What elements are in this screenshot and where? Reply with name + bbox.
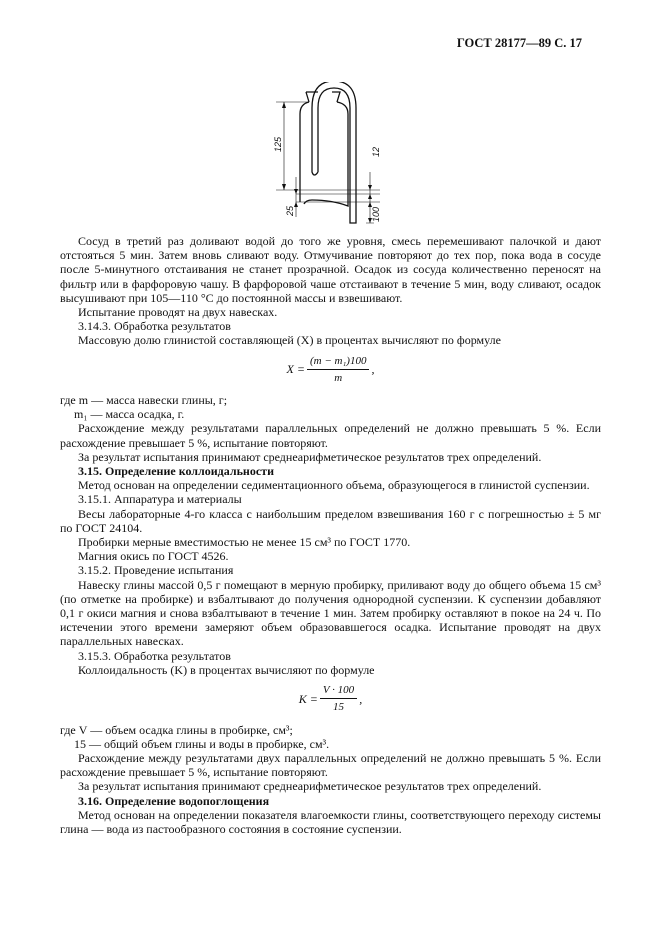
where-line: где V — объем осадка глины в пробирке, см³; <box>60 722 293 737</box>
formula-comma: , <box>359 691 363 706</box>
numerator: (m − m₁)100 <box>307 354 369 370</box>
paragraph: Метод основан на определении показателя влагоемкости глины, соответствующего переходу системы глина — вода из пастообразного состояния в состояние суспензии. <box>60 807 601 836</box>
dim-125: 125 <box>273 136 283 152</box>
fraction <box>320 683 357 714</box>
paragraph: Весы лабораторные 4-го класса с наибольшим пределом взвешивания 160 г с погрешностью ± 5 мг по ГОСТ 24104. <box>60 506 601 535</box>
paragraph: За результат испытания принимают среднеарифметическое результатов трех определений. <box>78 449 542 464</box>
formula-comma: , <box>371 362 375 377</box>
paragraph: За результат испытания принимают среднеарифметическое результатов трех определений. <box>78 779 542 794</box>
section-heading: 3.15. Определение коллоидальности <box>78 464 274 479</box>
formula-x <box>60 354 601 385</box>
formula-lhs: X = <box>286 362 305 377</box>
dim-100: 100 <box>371 206 381 222</box>
siphon-vessel-figure <box>262 82 392 234</box>
paragraph: Метод основан на определении седиментационного объема, образующегося в глинистой суспензии. <box>78 478 590 493</box>
paragraph: Массовую долю глинистой составляющей (X) в процентах вычисляют по формуле <box>78 333 501 348</box>
paragraph: Испытание проводят на двух навесках. <box>78 305 278 320</box>
where-line: где m — масса навески глины, г; <box>60 393 228 408</box>
dim-12: 12 <box>371 146 381 157</box>
where-line: 15 — общий объем глины и воды в пробирке, см³. <box>74 736 330 751</box>
document-body <box>60 234 601 836</box>
where-line: m₁ — масса осадка, г. <box>74 407 185 422</box>
subsection-heading: 3.15.1. Аппаратура и материалы <box>78 492 242 507</box>
section-heading: 3.16. Определение водопоглощения <box>78 793 270 808</box>
denominator: 15 <box>333 701 345 714</box>
denominator: m <box>334 371 343 384</box>
paragraph: Коллоидальность (K) в процентах вычисляют по формуле <box>78 662 375 677</box>
subsection-heading: 3.15.3. Обработка результатов <box>78 648 231 663</box>
paragraph: Пробирки мерные вместимостью не менее 15 см³ по ГОСТ 1770. <box>78 535 411 550</box>
subsection-heading: 3.14.3. Обработка результатов <box>78 319 231 334</box>
paragraph: Магния окись по ГОСТ 4526. <box>78 549 229 564</box>
paragraph: Навеску глины массой 0,5 г помещают в мерную пробирку, приливают воду до общего объема 15 см³ (по отметке на пробирке) и взбалтывают до получения однородной суспензии. К суспензии добавляют 0,1 г окиси магния и снова взбалтывают в течение 1 мин. Затем пробирку оставляют в покое на 24 ч. По истечении этого времени замеряют объем образовавшегося осадка. Испытание проводят на двух параллельных навесках. <box>60 577 601 649</box>
numerator: V · 100 <box>320 683 357 699</box>
dim-25: 25 <box>285 205 295 216</box>
formula-k <box>60 683 601 714</box>
paragraph: Сосуд в третий раз доливают водой до того же уровня, смесь перемешивают палочкой и дают отстояться 5 мин. Затем вновь сливают воду. Отмучивание повторяют до тех пор, пока вода в сосуде после 5-минутного отстаивания не станет прозрачной. Осадок из сосуда количественно переносят на фильтр или в фарфоровую чашу. В фарфоровой чаше отстаивают в течение 5 мин, воду сливают, осадок высушивают при 105—110 °С до постоянной массы и взвешивают. <box>60 234 601 305</box>
subsection-heading: 3.15.2. Проведение испытания <box>78 563 234 578</box>
paragraph: Расхождение между результатами двух параллельных определений не должно превышать 5 %. Если расхождение превышает 5 %, испытание повторяют. <box>60 750 601 780</box>
paragraph: Расхождение между результатами параллельных определений не должно превышать 5 %. Если расхождение превышает 5 %, испытание повторяют. <box>60 421 601 450</box>
fraction <box>307 354 369 385</box>
formula-lhs: K = <box>298 691 318 706</box>
page-header: ГОСТ 28177—89 С. 17 <box>456 36 582 50</box>
